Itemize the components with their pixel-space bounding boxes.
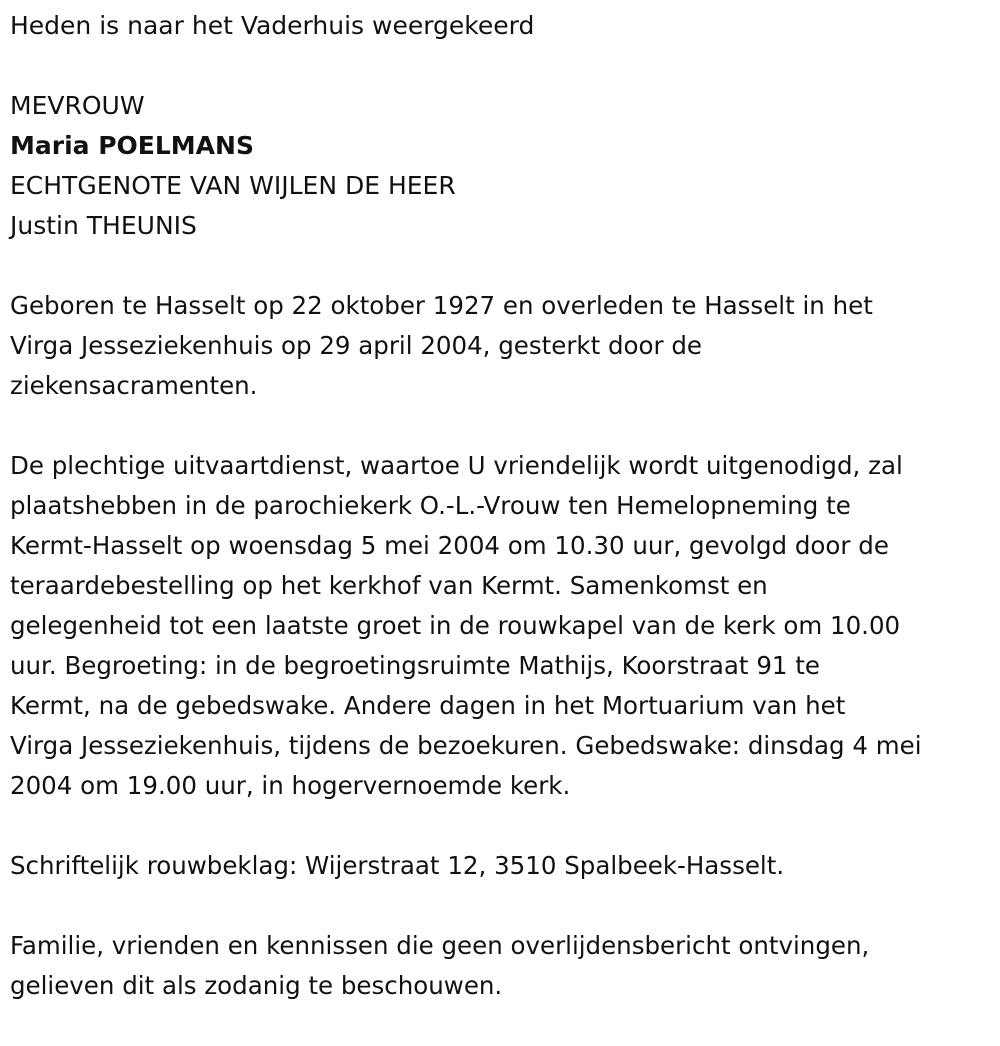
spacer [10,406,990,446]
birth-death-paragraph [10,286,990,406]
paragraph-line: plaatshebben in de parochiekerk O.-L.-Vrouw ten Hemelopneming te [10,491,851,520]
paragraph-line: ziekensacramenten. [10,371,258,400]
paragraph-line: gelegenheid tot een laatste groet in de rouwkapel van de kerk om 10.00 [10,611,901,640]
paragraph-line: Familie, vrienden en kennissen die geen overlijdensbericht ontvingen, [10,931,870,960]
paragraph-line: uur. Begroeting: in de begroetingsruimte Mathijs, Koorstraat 91 te [10,651,820,680]
paragraph-line: De plechtige uitvaartdienst, waartoe U vriendelijk wordt uitgenodigd, zal [10,451,903,480]
paragraph-line: Geboren te Hasselt op 22 oktober 1927 en overleden te Hasselt in het [10,291,873,320]
paragraph-line: teraardebestelling op het kerkhof van Kermt. Samenkomst en [10,571,768,600]
spacer [10,246,990,286]
spacer [10,886,990,926]
closing-paragraph [10,926,990,1006]
relation-line: ECHTGENOTE VAN WIJLEN DE HEER [10,171,456,200]
condolence-address: Schriftelijk rouwbeklag: Wijerstraat 12, 3510 Spalbeek-Hasselt. [10,851,785,880]
paragraph-line: Virga Jesseziekenhuis, tijdens de bezoekuren. Gebedswake: dinsdag 4 mei [10,731,922,760]
honorific: MEVROUW [10,91,145,120]
paragraph-line: 2004 om 19.00 uur, in hogervernoemde kerk. [10,771,571,800]
funeral-paragraph [10,446,990,806]
spacer [10,46,990,86]
paragraph-line: Virga Jesseziekenhuis op 29 april 2004, gesterkt door de [10,331,702,360]
paragraph-line: Kermt-Hasselt op woensdag 5 mei 2004 om 10.30 uur, gevolgd door de [10,531,889,560]
paragraph-line: gelieven dit als zodanig te beschouwen. [10,971,503,1000]
intro-line: Heden is naar het Vaderhuis weergekeerd [10,11,535,40]
spouse-name: Justin THEUNIS [10,211,197,240]
paragraph-line: Kermt, na de gebedswake. Andere dagen in het Mortuarium van het [10,691,846,720]
spacer [10,806,990,846]
deceased-name: Maria POELMANS [10,131,254,160]
